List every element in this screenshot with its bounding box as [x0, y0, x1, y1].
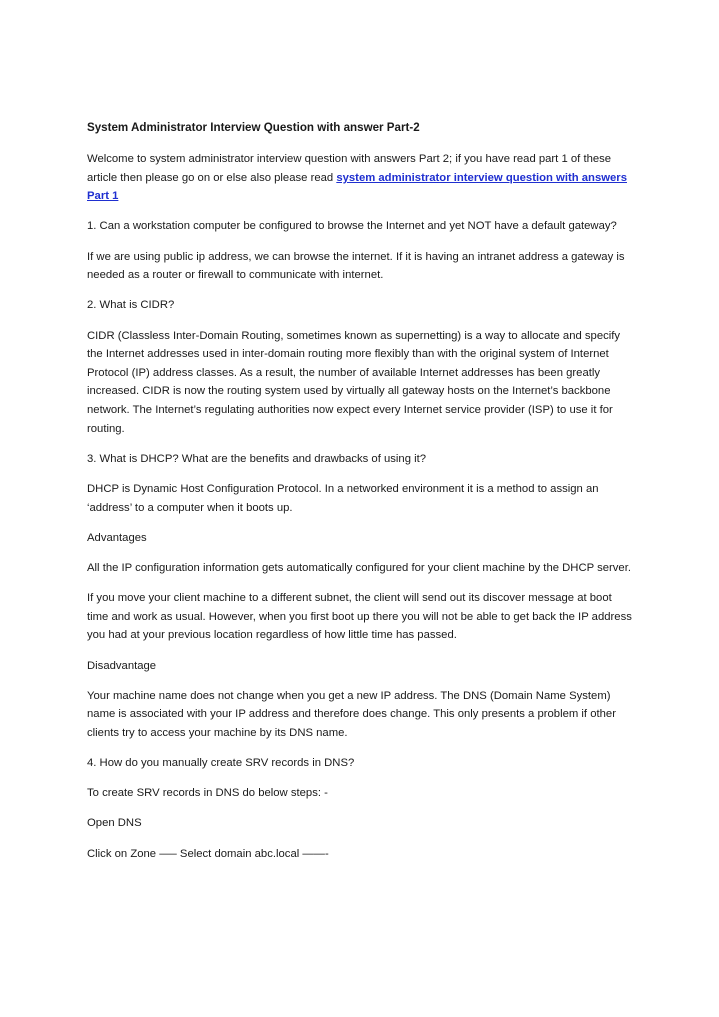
advantages-heading: Advantages: [87, 531, 147, 544]
q1-question: 1. Can a workstation computer be configured to browse the Internet and yet NOT have a default gateway?: [87, 220, 617, 233]
part1-link[interactable]: system administrator interview question with answers Part 1: [87, 171, 627, 203]
q2-answer: CIDR (Classless Inter-Domain Routing, sometimes known as supernetting) is a way to allocate and specify the Internet addresses used in inter-domain routing more flexibly than with the original system of Internet Protocol (IP) address classes. As a result, the number of available Internet addresses has been greatly increased. CIDR is now the routing system used by virtually all gateway hosts on the Internet’s backbone network. The Internet’s regulating authorities now expect every Internet service provider (ISP) to use it for routing.: [87, 329, 621, 435]
q1-answer: If we are using public ip address, we can browse the internet. If it is having an intranet address a gateway is needed as a router or firewall to communicate with internet.: [87, 250, 625, 282]
q2-question: 2. What is CIDR?: [87, 299, 175, 312]
q3-answer: DHCP is Dynamic Host Configuration Protocol. In a networked environment it is a method to assign an ‘address’ to a computer when it boots up.: [87, 482, 599, 514]
q4-step-2: Click on Zone —– Select domain abc.local ——-: [87, 847, 329, 860]
disadvantage-heading: Disadvantage: [87, 659, 157, 672]
advantage-1: All the IP configuration information gets automatically configured for your client machine by the DHCP server.: [87, 561, 631, 574]
q3-question: 3. What is DHCP? What are the benefits and drawbacks of using it?: [87, 452, 427, 465]
intro-paragraph: [87, 150, 635, 206]
q4-question: 4. How do you manually create SRV records in DNS?: [87, 757, 355, 770]
q4-step-intro: To create SRV records in DNS do below steps: -: [87, 787, 328, 800]
document-page: [87, 119, 635, 875]
document-title: System Administrator Interview Question with answer Part-2: [87, 121, 420, 134]
q4-step-1: Open DNS: [87, 817, 142, 830]
intro-text: Welcome to system administrator interview question with answers Part 2; if you have read part 1 of these article then please go on or else also please read: [87, 153, 612, 184]
disadvantage-1: Your machine name does not change when you get a new IP address. The DNS (Domain Name System) name is associated with your IP address and therefore does change. This only presents a problem if other clients try to access your machine by its DNS name.: [87, 689, 616, 739]
advantage-2: If you move your client machine to a different subnet, the client will send out its discover message at boot time and work as usual. However, when you first boot up there you will not be able to get back the IP address you had at your previous location regardless of how little time has passed.: [87, 592, 632, 642]
